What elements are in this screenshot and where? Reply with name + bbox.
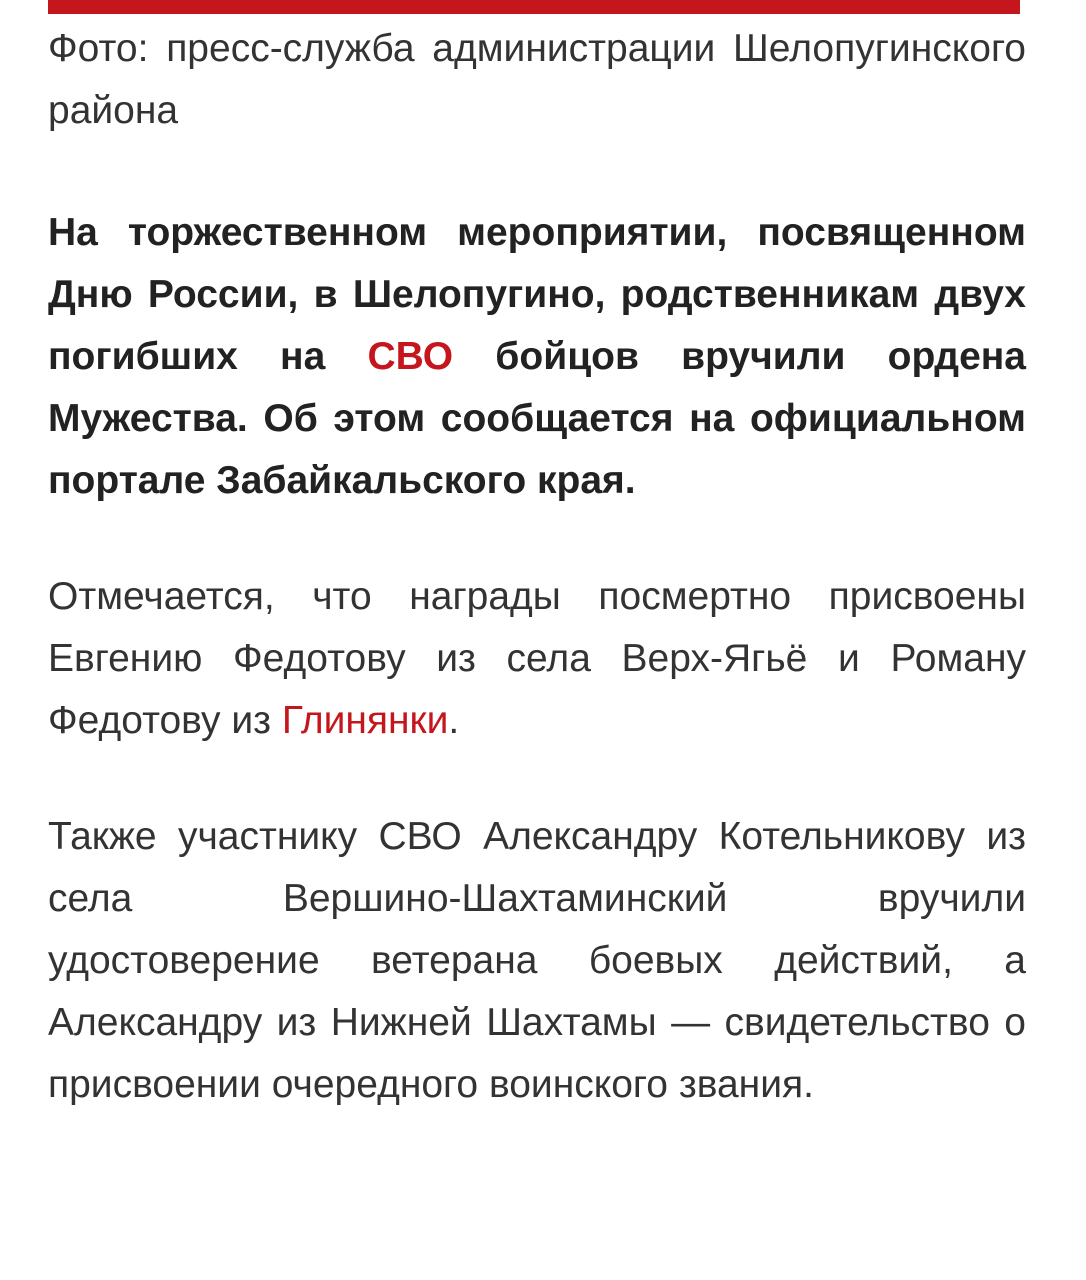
glinyanka-link[interactable]: Глинянки bbox=[281, 699, 449, 742]
paragraph-2-text: Также участнику СВО Александру Котельникову из села Вершино-Шахтаминский вручили удостоверение ветерана боевых действий, а Александру из Нижней Шахтамы — свидетельство о присвоении очередного воинского звания. bbox=[48, 815, 1026, 1106]
article-body bbox=[48, 14, 1026, 1116]
photo-caption bbox=[48, 18, 1026, 142]
article-lead bbox=[48, 202, 1026, 512]
photo-bottom-accent-bar bbox=[48, 0, 1020, 14]
article-paragraph-1 bbox=[48, 566, 1026, 752]
lead-text-start: На торжественном мероприятии, посвященном Дню России, в Шелопугино, родственникам двух погибших на bbox=[48, 211, 1026, 378]
paragraph-1-text-start: Отмечается, что награды посмертно присвоены Евгению Федотову из села Верх-Ягьё и Роману Федотову из bbox=[48, 575, 1026, 742]
paragraph-1-text-end: . bbox=[448, 699, 460, 742]
svo-link[interactable]: СВО bbox=[367, 335, 454, 378]
photo-caption-text: Фото: пресс-служба администрации Шелопугинского района bbox=[48, 27, 1026, 132]
lead-text-end: бойцов вручили ордена Мужества. Об этом сообщается на официальном портале Забайкальского края. bbox=[48, 335, 1026, 502]
article-paragraph-2 bbox=[48, 806, 1026, 1116]
